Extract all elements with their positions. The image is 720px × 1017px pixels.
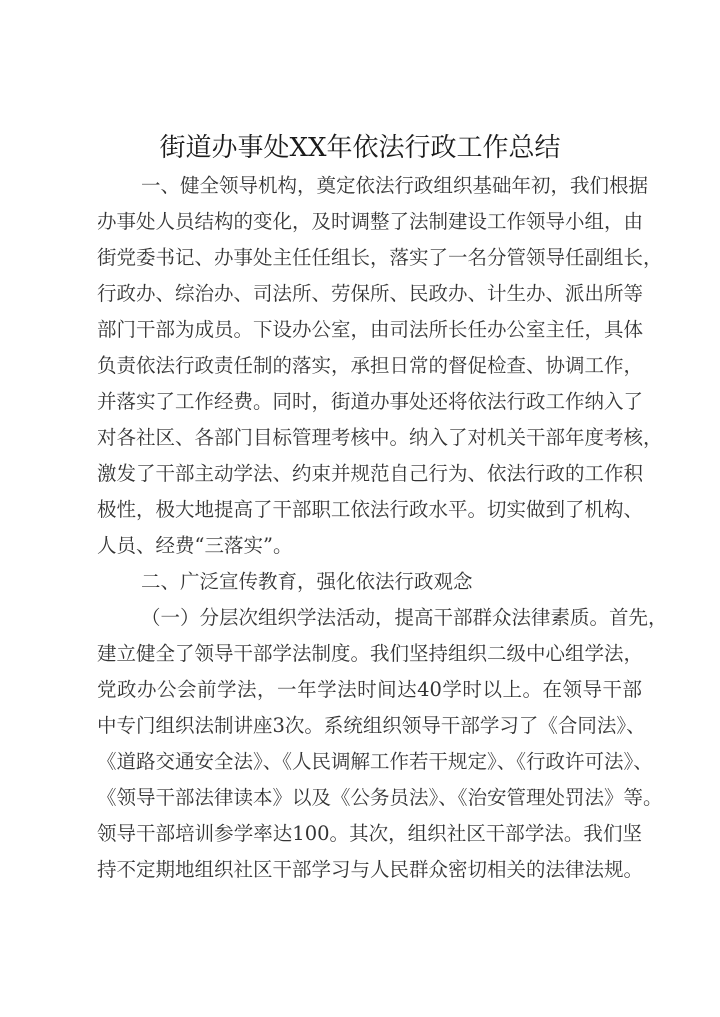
document-body bbox=[97, 168, 668, 888]
text-line: 激发了干部主动学法、约束并规范自己行为、依法行政的工作积 bbox=[97, 462, 644, 485]
document-title: 街道办事处XX年依法行政工作总结 bbox=[159, 133, 561, 163]
text-line: 一、健全领导机构，奠定依法行政组织基础年初，我们根据 bbox=[141, 174, 649, 197]
text-line: 办事处人员结构的变化，及时调整了法制建设工作领导小组，由 bbox=[97, 210, 644, 233]
text-line: 并落实了工作经费。同时，街道办事处还将依法行政工作纳入了 bbox=[97, 390, 644, 413]
text-line: 中专门组织法制讲座3次。系统组织领导干部学习了《合同法》、 bbox=[97, 714, 646, 737]
text-line: 《领导干部法律读本》以及《公务员法》、《治安管理处罚法》等。 bbox=[97, 786, 663, 809]
text-line: 党政办公会前学法，一年学法时间达40学时以上。在领导干部 bbox=[97, 678, 642, 701]
text-line: 二、广泛宣传教育，强化依法行政观念 bbox=[141, 570, 473, 593]
text-line: 持不定期地组织社区干部学习与人民群众密切相关的法律法规。 bbox=[97, 858, 644, 881]
text-line: 街党委书记、办事处主任任组长，落实了一名分管领导任副组长， bbox=[97, 246, 663, 269]
text-line: 《道路交通安全法》、《人民调解工作若干规定》、《行政许可法》、 bbox=[97, 750, 653, 773]
text-line: 行政办、综治办、司法所、劳保所、民政办、计生办、派出所等 bbox=[97, 282, 644, 305]
text-line: （一）分层次组织学法活动，提高干部群众法律素质。首先， bbox=[141, 606, 668, 629]
text-line: 建立健全了领导干部学法制度。我们坚持组织二级中心组学法， bbox=[97, 642, 644, 665]
text-line: 负责依法行政责任制的落实，承担日常的督促检查、协调工作， bbox=[97, 354, 644, 377]
text-line: 领导干部培训参学率达100。其次，组织社区干部学法。我们坚 bbox=[97, 822, 642, 845]
text-line: 部门干部为成员。下设办公室，由司法所长任办公室主任，具体 bbox=[97, 318, 644, 341]
text-line: 极性，极大地提高了干部职工依法行政水平。切实做到了机构、 bbox=[97, 498, 644, 521]
text-line: 人员、经费“三落实”。 bbox=[97, 534, 293, 557]
text-line: 对各社区、各部门目标管理考核中。纳入了对机关干部年度考核， bbox=[97, 426, 663, 449]
